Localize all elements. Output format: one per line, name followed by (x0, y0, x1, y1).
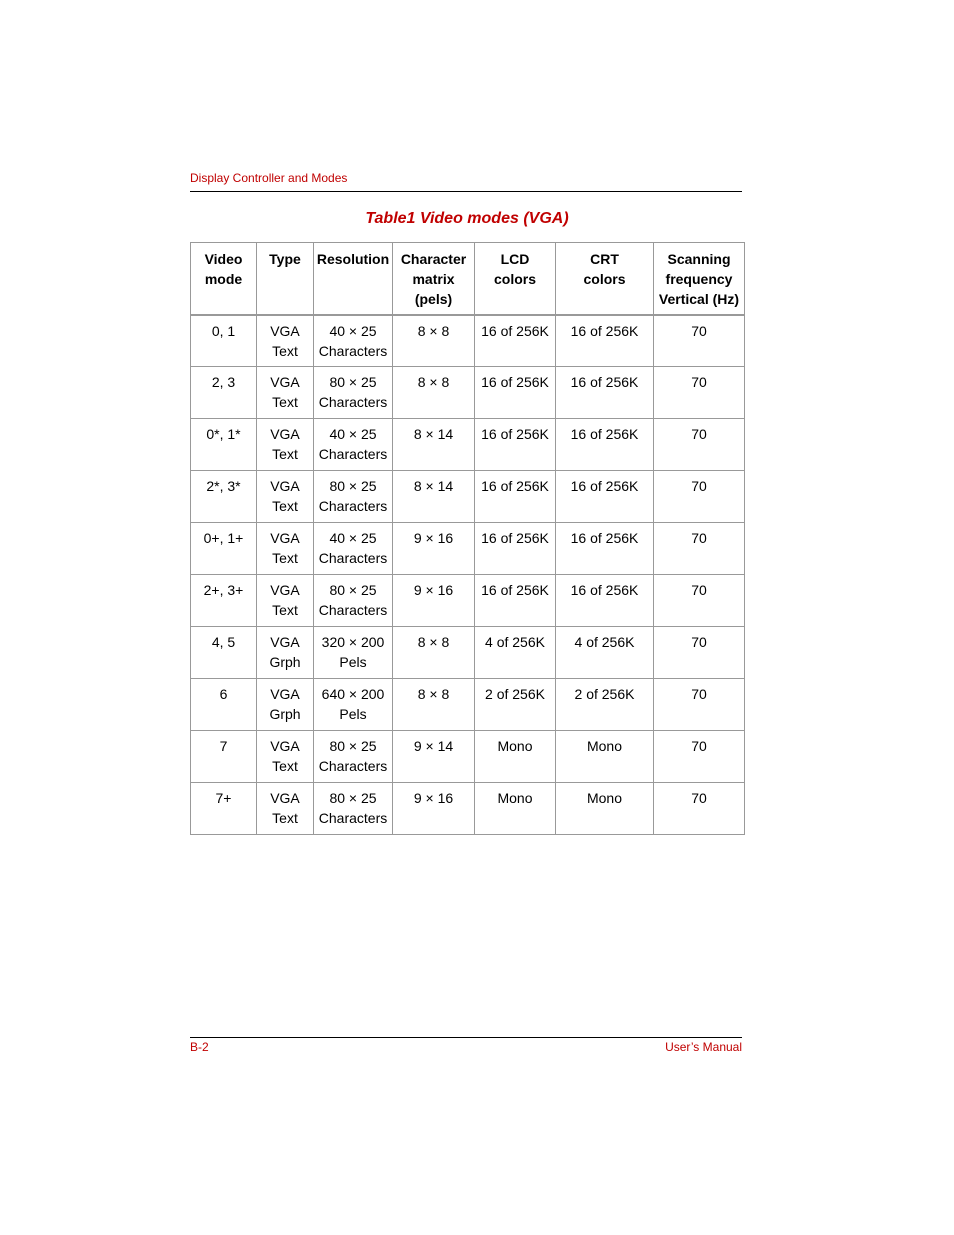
cell-type (257, 627, 314, 679)
cell-resolution (314, 471, 393, 523)
cell-resolution (314, 315, 393, 367)
cell-line: Characters (318, 810, 388, 826)
cell-line: Characters (318, 446, 388, 462)
cell-line: Text (272, 550, 298, 566)
cell-lcd-colors: 16 of 256K (475, 315, 556, 367)
table-row (191, 315, 745, 367)
cell-line: 80 × 25 (329, 374, 377, 390)
page-number: B-2 (190, 1040, 209, 1054)
cell-line: Characters (318, 602, 388, 618)
table-row (191, 783, 745, 835)
col-header-video-mode (191, 243, 257, 315)
cell-line: VGA (270, 322, 300, 339)
cell-line: Pels (339, 654, 367, 670)
cell-resolution (314, 731, 393, 783)
cell-line: 40 × 25 (329, 530, 377, 546)
cell-resolution (314, 523, 393, 575)
col-header-resolution (314, 243, 393, 315)
cell-line: VGA (270, 790, 300, 806)
cell-line: VGA (270, 582, 300, 598)
cell-type (257, 471, 314, 523)
cell-crt-colors: Mono (556, 783, 654, 835)
cell-resolution (314, 627, 393, 679)
cell-type (257, 419, 314, 471)
cell-crt-colors: 16 of 256K (556, 575, 654, 627)
cell-resolution (314, 419, 393, 471)
cell-lcd-colors: 16 of 256K (475, 367, 556, 419)
cell-video-mode: 2+, 3+ (191, 575, 257, 627)
cell-video-mode: 6 (191, 679, 257, 731)
cell-line: VGA (270, 426, 300, 442)
col-header-line: CRT (590, 251, 619, 267)
cell-line: 40 × 25 (329, 426, 377, 442)
cell-crt-colors: 16 of 256K (556, 315, 654, 367)
cell-crt-colors: 16 of 256K (556, 419, 654, 471)
cell-lcd-colors: Mono (475, 783, 556, 835)
cell-video-mode: 7 (191, 731, 257, 783)
cell-video-mode: 0+, 1+ (191, 523, 257, 575)
cell-crt-colors: 16 of 256K (556, 471, 654, 523)
cell-resolution (314, 783, 393, 835)
cell-line: Grph (269, 654, 301, 670)
cell-lcd-colors: Mono (475, 731, 556, 783)
table-body (191, 315, 745, 835)
cell-line: Text (272, 602, 298, 618)
cell-character-matrix: 8 × 14 (393, 471, 475, 523)
cell-line: 80 × 25 (329, 582, 377, 598)
cell-line: Text (272, 810, 298, 826)
cell-resolution (314, 575, 393, 627)
cell-video-mode: 0*, 1* (191, 419, 257, 471)
cell-crt-colors: 4 of 256K (556, 627, 654, 679)
cell-line: VGA (270, 686, 300, 702)
cell-crt-colors: Mono (556, 731, 654, 783)
cell-resolution (314, 367, 393, 419)
cell-character-matrix: 9 × 14 (393, 731, 475, 783)
cell-scanning-frequency: 70 (654, 471, 745, 523)
table-row (191, 367, 745, 419)
cell-video-mode: 4, 5 (191, 627, 257, 679)
col-header-crt-colors (556, 243, 654, 315)
col-header-line: Character (400, 251, 467, 267)
cell-character-matrix: 9 × 16 (393, 783, 475, 835)
col-header-line: Vertical (Hz) (658, 291, 740, 307)
cell-character-matrix: 8 × 8 (393, 315, 475, 367)
cell-scanning-frequency: 70 (654, 731, 745, 783)
cell-video-mode: 2, 3 (191, 367, 257, 419)
cell-line: Characters (318, 550, 388, 566)
col-header-line: matrix (412, 271, 455, 287)
cell-line: 80 × 25 (329, 478, 377, 494)
cell-line: Pels (339, 706, 367, 722)
footer-rule (190, 1037, 742, 1038)
col-header-line: colors (493, 271, 536, 287)
cell-lcd-colors: 4 of 256K (475, 627, 556, 679)
col-header-line: LCD (500, 251, 530, 267)
cell-character-matrix: 9 × 16 (393, 575, 475, 627)
col-header-line: Resolution (316, 251, 390, 267)
cell-line: 80 × 25 (329, 790, 377, 806)
col-header-scanning-frequency (654, 243, 745, 315)
cell-type (257, 679, 314, 731)
cell-line: Text (272, 342, 298, 359)
table-row (191, 731, 745, 783)
table-row (191, 627, 745, 679)
header-rule (190, 191, 742, 192)
cell-line: 320 × 200 (321, 634, 385, 650)
cell-lcd-colors: 2 of 256K (475, 679, 556, 731)
table-caption: Table1 Video modes (VGA) (365, 210, 569, 227)
cell-character-matrix: 9 × 16 (393, 523, 475, 575)
cell-type (257, 315, 314, 367)
col-header-line: mode (204, 271, 243, 287)
cell-line: Characters (318, 342, 388, 359)
cell-lcd-colors: 16 of 256K (475, 419, 556, 471)
cell-line: 640 × 200 (321, 686, 385, 702)
table-row (191, 523, 745, 575)
cell-resolution (314, 679, 393, 731)
cell-character-matrix: 8 × 8 (393, 627, 475, 679)
cell-type (257, 367, 314, 419)
cell-crt-colors: 16 of 256K (556, 523, 654, 575)
cell-line: VGA (270, 374, 300, 390)
cell-type (257, 575, 314, 627)
manual-name: User’s Manual (665, 1040, 742, 1054)
cell-scanning-frequency: 70 (654, 367, 745, 419)
cell-line: VGA (270, 634, 300, 650)
cell-scanning-frequency: 70 (654, 783, 745, 835)
cell-lcd-colors: 16 of 256K (475, 575, 556, 627)
col-header-line: colors (583, 271, 626, 287)
cell-line: VGA (270, 478, 300, 494)
cell-line: Grph (269, 706, 301, 722)
cell-video-mode: 0, 1 (191, 315, 257, 367)
cell-type (257, 523, 314, 575)
cell-character-matrix: 8 × 8 (393, 367, 475, 419)
cell-scanning-frequency: 70 (654, 419, 745, 471)
cell-scanning-frequency: 70 (654, 575, 745, 627)
cell-line: Text (272, 394, 298, 410)
col-header-lcd-colors (475, 243, 556, 315)
cell-character-matrix: 8 × 8 (393, 679, 475, 731)
cell-line: VGA (270, 738, 300, 754)
cell-scanning-frequency: 70 (654, 679, 745, 731)
cell-line: VGA (270, 530, 300, 546)
cell-type (257, 783, 314, 835)
table-header-row (191, 243, 745, 315)
cell-line: Characters (318, 498, 388, 514)
cell-line: Characters (318, 758, 388, 774)
cell-video-mode: 7+ (191, 783, 257, 835)
cell-line: 80 × 25 (329, 738, 377, 754)
video-modes-table (190, 242, 745, 835)
table-row (191, 575, 745, 627)
cell-line: Text (272, 758, 298, 774)
cell-crt-colors: 16 of 256K (556, 367, 654, 419)
cell-type (257, 731, 314, 783)
col-header-line: Scanning (667, 251, 731, 267)
cell-character-matrix: 8 × 14 (393, 419, 475, 471)
cell-line: Text (272, 446, 298, 462)
table-row (191, 471, 745, 523)
cell-lcd-colors: 16 of 256K (475, 523, 556, 575)
col-header-character-matrix (393, 243, 475, 315)
cell-scanning-frequency: 70 (654, 523, 745, 575)
cell-line: Text (272, 498, 298, 514)
cell-scanning-frequency: 70 (654, 315, 745, 367)
col-header-line: (pels) (414, 291, 453, 307)
cell-line: 40 × 25 (329, 322, 377, 339)
cell-video-mode: 2*, 3* (191, 471, 257, 523)
col-header-line: Type (269, 251, 301, 267)
col-header-line: Video (204, 251, 243, 267)
cell-line: Characters (318, 394, 388, 410)
table-row (191, 679, 745, 731)
cell-lcd-colors: 16 of 256K (475, 471, 556, 523)
col-header-line: frequency (665, 271, 733, 287)
table-row (191, 419, 745, 471)
col-header-type (257, 243, 314, 315)
cell-crt-colors: 2 of 256K (556, 679, 654, 731)
running-head: Display Controller and Modes (190, 171, 348, 185)
cell-scanning-frequency: 70 (654, 627, 745, 679)
